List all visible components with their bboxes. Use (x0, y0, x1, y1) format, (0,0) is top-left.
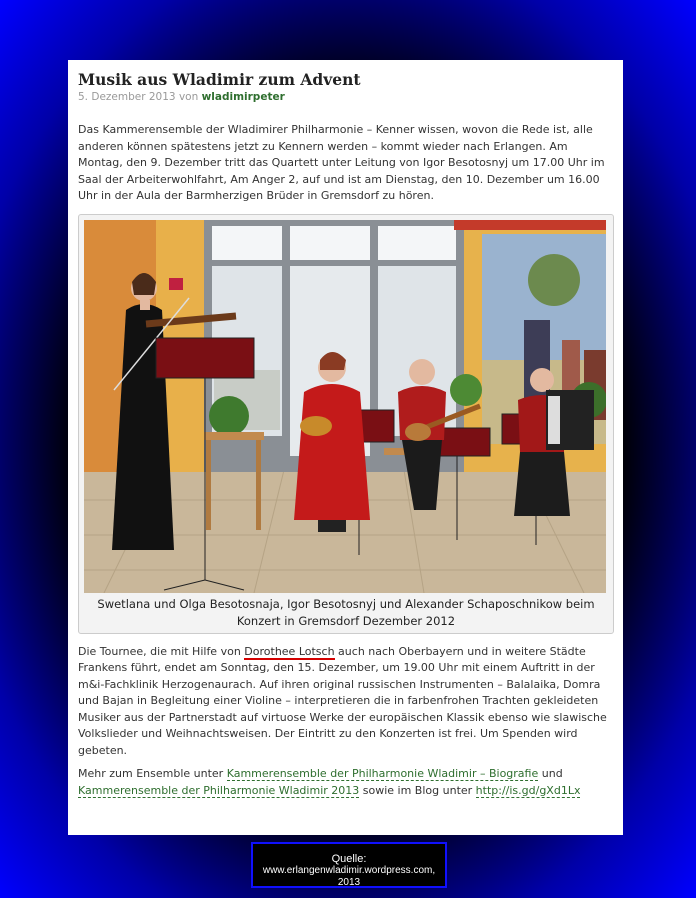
post-author-link[interactable]: wladimirpeter (201, 91, 285, 103)
paragraph-tour (78, 644, 613, 760)
paragraph-intro: Das Kammerensemble der Wladimirer Philharmonie – Kenner wissen, wovon die Rede ist, alle anderen können spätestens jetzt zu Kennern werden – kommt wieder nach Erlangen. Am Montag, den 9. Dezember tritt das Quartett unter Leitung von Igor Besotosnyj um 17.00 Uhr im Saal der Arbeiterwohlfahrt, Am Anger 2, auf und ist am Dienstag, den 10. Dezember um 16.00 Uhr in der Aula der Barmherzigen Brüder in Gremsdorf zu hören. (78, 123, 605, 202)
highlighted-name: Dorothee Lotsch (244, 644, 335, 658)
ensemble-2013-link[interactable]: Kammerensemble der Philharmonie Wladimir 2013 (78, 783, 360, 797)
paragraph-tour-rest: auch nach Oberbayern und in weitere Städte Frankens führt, endet am Sonntag, den 15. Dezember, um 19.00 Uhr mit einem Auftritt in der m&i-Fachklinik Herzogenaurach. Auf ihren original russischen Instrumenten – Balalaika, Domra und Bajan in Begleitung einer Violine – interpretieren die in farbenfrohen Trachten gekleideten Musiker aus der Partnerstadt auf virtuose Werke der europäischen Klassik ebenso wie slawische Volkslieder und Weihnachtsweisen. Der Eintritt zu den Konzerten ist frei. Um Spenden wird gebeten. (78, 644, 607, 757)
paragraph-links-start: Mehr zum Ensemble unter (78, 767, 227, 780)
paragraph-links-mid: sowie im Blog unter (359, 783, 476, 797)
post-meta (78, 90, 613, 104)
paragraph-tour-start: Die Tournee, die mit Hilfe von (78, 644, 245, 658)
source-box (251, 842, 447, 888)
blog-post (68, 60, 623, 835)
post-title[interactable]: Musik aus Wladimir zum Advent (78, 70, 361, 89)
ensemble-photo (84, 220, 606, 593)
photo-figure (78, 214, 614, 634)
biography-link[interactable]: Kammerensemble der Philharmonie Wladimir – Biografie (226, 767, 539, 780)
blog-short-link[interactable]: http://is.gd/gXd1Lx (475, 783, 581, 797)
photo-caption: Swetlana und Olga Besotosnaja, Igor Besotosnyj und Alexander Schaposchnikow beim Konzert in Gremsdorf Dezember 2012 (97, 596, 595, 628)
source-site: www.erlangenwladimir.wordpress.com, (262, 865, 436, 876)
paragraph-links (78, 766, 613, 799)
post-date[interactable]: 5. Dezember 2013 (78, 91, 176, 103)
source-label: Quelle: (331, 853, 367, 865)
post-by: von (178, 91, 199, 103)
paragraph-links-and: und (538, 767, 563, 780)
source-year: 2013 (337, 877, 361, 888)
